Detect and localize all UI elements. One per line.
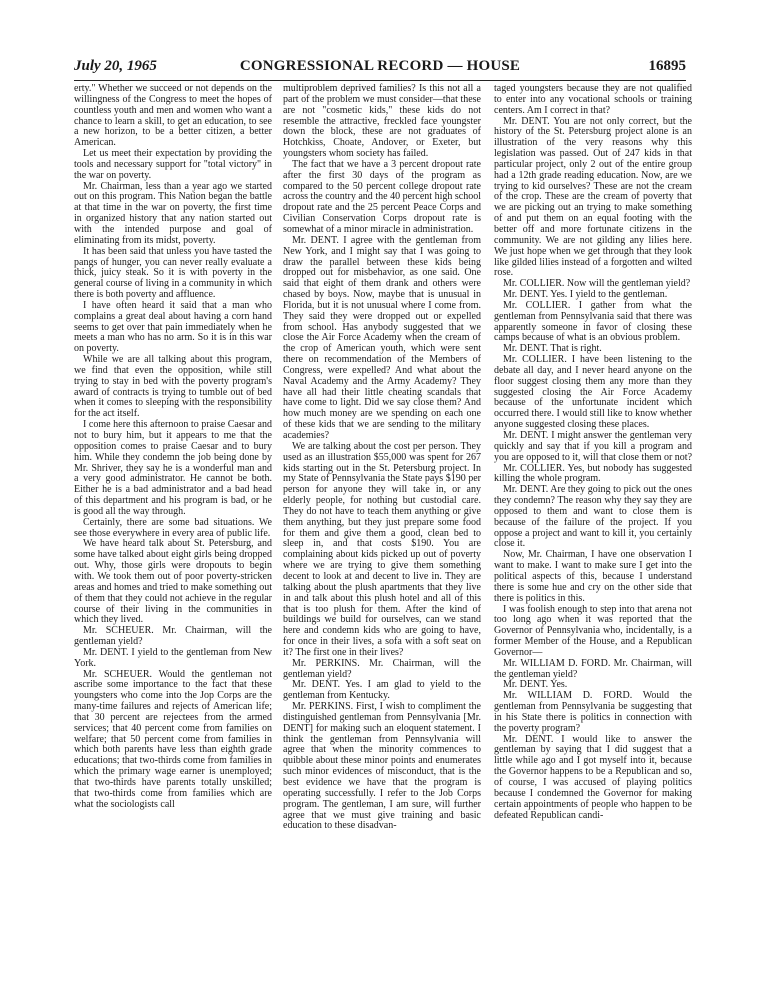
page-header: [74, 58, 686, 78]
page-number: 16895: [648, 58, 686, 74]
paragraph: Mr. DENT. I yield to the gentleman from New York.: [74, 646, 272, 669]
header-rule: [74, 80, 686, 81]
paragraph: Mr. DENT. Yes. I yield to the gentleman.: [503, 289, 668, 301]
paragraph: Mr. WILLIAM D. FORD. Would the gentleman from Pennsylvania be suggesting that in his State there is politics in connection with the poverty program?: [494, 690, 692, 734]
text-column-1: [74, 84, 272, 811]
paragraph: I come here this afternoon to praise Caesar and not to bury him, but it appears to me that the opposition comes to praise Caesar and to bury him. While they condemn the job being done by Mr. Shriver, they say he is a wonderful man and a very good administrator. He cannot be both. Either he is a bad administrator and a bad head of this department and his program is bad, or he is good all the way through.: [74, 419, 272, 517]
paragraph: Mr. DENT. I agree with the gentleman from New York, and I might say that I was going to draw the parallel between these kids being dropped out for misbehavior, as one said. One said that eight of them drank and others were chased by boys. Now, maybe that is unusual in Florida, but it is not unusual where I come from. They said they were dropped out or expelled from school. Has anybody suggested that we close the Air Force Academy when the cream of the crop of American youth, which were sent there on recommendation of the Members of Congress, were expelled? And what about the Naval Academy and the Army Academy? They have all had their little cheating scandals that have come to light. Did we say close them? And how much money are we spending on each one of these kids that we are sending to the military academies?: [283, 234, 481, 441]
paragraph: Mr. COLLIER. Now will the gentleman yield?: [503, 278, 691, 290]
paragraph: Mr. COLLIER. I have been listening to the debate all day, and I never heard anyone on the floor suggest closing them any more than they suggested closing the Air Force Academy because of the unfortunate incident which occurred there. I would still like to know whether anyone suggested closing these places.: [494, 354, 692, 431]
paragraph: Mr. COLLIER. I gather from what the gentleman from Pennsylvania said that there was apparently someone in favor of closing these camps because of what is an obvious problem.: [494, 299, 692, 344]
paragraph: taged youngsters because they are not qualified to enter into any vocational schools or training centers. Am I correct in that?: [494, 83, 692, 116]
text-column-2: [283, 84, 481, 832]
paragraph: Mr. DENT. I would like to answer the gentleman by saying that I did suggest that a little while ago and I got myself into it, because the Governor happens to be a Republican and so, of course, I was accused of playing politics because I condemned the Governor for making certain appointments of people who happen to be defeated Republican candi-: [494, 733, 692, 821]
paragraph: Let us meet their expectation by providing the tools and necessary support for "total victory" in the war on poverty.: [74, 148, 272, 181]
paragraph: The fact that we have a 3 percent dropout rate after the first 30 days of the program as compared to the 50 percent college dropout rate across the country and the 40 percent high school dropout rate and the 25 percent Peace Corps and Civilian Conservation Corps dropout rate is somewhat of a minor miracle in administration.: [283, 158, 481, 235]
paragraph: We have heard talk about St. Petersburg, and some have talked about eight girls being dropped out. Why, those girls were dropouts to begin with. We took them out of poor poverty-stricken areas and homes and tried to make something out of them that they could not achieve in the regular course of their living in the communities in which they lived.: [74, 538, 272, 626]
paragraph: Now, Mr. Chairman, I have one observation I want to make. I want to make sure I get into the political aspects of this, because I understand there is some hue and cry on the other side that there is politics in this.: [494, 549, 692, 604]
paragraph: Mr. DENT. Yes.: [503, 679, 568, 691]
paragraph: Mr. DENT. Yes. I am glad to yield to the gentleman from Kentucky.: [283, 679, 481, 702]
paragraph: Mr. DENT. I might answer the gentleman very quickly and say that if you kill a program and you are opposed to it, will that close them or not?: [494, 430, 693, 463]
paragraph: While we are all talking about this program, we find that even the opposition, while still trying to stay in bed with the poverty program's award of contracts is trying to tumble out of bed when it comes to sleeping with the responsibility for the act itself.: [74, 354, 272, 420]
paragraph: Mr. WILLIAM D. FORD. Mr. Chairman, will the gentleman yield?: [494, 657, 692, 680]
paragraph: erty." Whether we succeed or not depends on the willingness of the Congress to meet the hopes of countless youth and men and women who want a chance to learn a skill, to get an education, to see a new horizon, to be a better citizen, a better American.: [74, 83, 272, 149]
paragraph: Certainly, there are some bad situations. We see those everywhere in every area of public life.: [74, 516, 272, 539]
paragraph: We are talking about the cost per person. They used as an illustration $55,000 was spent for 267 kids starting out in the St. Petersburg project. In my State of Pennsylvania the State pays $190 per person for anyone they will take in, or any elderly people, for nothing but custodial care. They do not have to teach them anything or give them anything, but they just prepare some food for them and give them a good, clean bed to sleep in, and that costs $190. You are complaining about kids picked up out of poverty where we are trying to give them something decent to look at and decent to live in. They are talking about the plush apartments that they live in and talk about this plush hotel and all of this that is too plush for them. After the kind of buildings we build for ourselves, can we stand here and condemn kids who are going to have, for once in their lives, a sofa with a soft seat on it? The first one in their lives?: [283, 440, 481, 658]
text-column-3: [494, 84, 692, 821]
paragraph: Mr. PERKINS. First, I wish to compliment the distinguished gentleman from Pennsylvania [Mr. DENT] for making such an eloquent statement. I think the gentleman from Pennsylvania will agree that when the minority commences to quibble about these minor points and enumerates such minor evidences of misconduct, that is the best evidence we have that the program is operating successfully. I refer to the Job Corps program. The gentleman, I am sure, will further agree that we must give training and basic education to these disadvan-: [283, 701, 481, 832]
paragraph: Mr. DENT. Are they going to pick out the ones they condemn? The reason why they say they are opposed to them and want to close them is because of the failure of the project. If you oppose a project and want to kill it, you certainly close it.: [494, 484, 692, 550]
paragraph: I have often heard it said that a man who complains a great deal about having a corn hand seems to get over that pain immediately when he meets a man who has no arm. So it is in this war on poverty.: [74, 299, 272, 355]
paragraph: Mr. SCHEUER. Would the gentleman not ascribe some importance to the fact that these youngsters who come into the Jop Corps are the many-time failures and rejects of American life; that 30 percent are rejectees from the armed services; that 40 percent come from families on welfare; that 50 percent come from families in which both parents have less than eighth grade educations; that two-thirds come from families in which the primary wage earner is unemployed; that two-thirds have parents totally unskilled; that two-thirds come from families which are what the sociologists call: [74, 668, 272, 810]
paragraph: Mr. COLLIER. Yes, but nobody has suggested killing the whole program.: [494, 462, 692, 485]
paragraph: Mr. Chairman, less than a year ago we started out on this program. This Nation began the battle at that time in the war on poverty, the first time in organized history that any nation started out with the intended purpose and goal of eliminating from its midst, poverty.: [74, 180, 272, 246]
paragraph: Mr. PERKINS. Mr. Chairman, will the gentleman yield?: [283, 657, 481, 680]
paragraph: It has been said that unless you have tasted the pangs of hunger, you can never really evaluate a thick, juicy steak. So it is with poverty in the general course of living in a community in which there is both poverty and affluence.: [74, 245, 272, 301]
paragraph: Mr. SCHEUER. Mr. Chairman, will the gentleman yield?: [74, 625, 272, 648]
paragraph: Mr. DENT. That is right.: [503, 343, 602, 355]
issue-date: July 20, 1965: [74, 58, 157, 74]
paragraph: multiproblem deprived families? Is this not all a part of the problem we must consider—that these are not "cosmetic kids," these kids do not resemble the attractive, freckled face youngster down the block, these are not graduates of Hotchkiss, Choate, Andover, or Exeter, but youngsters whom society has failed.: [283, 83, 481, 160]
publication-title: CONGRESSIONAL RECORD — HOUSE: [239, 58, 521, 74]
paragraph: Mr. DENT. You are not only correct, but the history of the St. Petersburg project alone is an illustration of the very reasons why this legislation was passed. Out of 247 kids in that particular project, only 2 out of the entire group had a 12th grade reading education. Now, are we trying to kid ourselves? These are not the cream of the crop. These are the cream of poverty that we are picking out an trying to make something of and put them on an equal footing with the better off and more fortunate citizens in the community. We are not gilding any lilies here. We just hope when we get through that they look like gilded lilies instead of a forgotten and wilted rose.: [494, 115, 692, 279]
paragraph: I was foolish enough to step into that arena not too long ago when it was reported that the Governor of Pennsylvania who, incidentally, is a former Member of the House, and a Republican Governor—: [494, 603, 692, 658]
